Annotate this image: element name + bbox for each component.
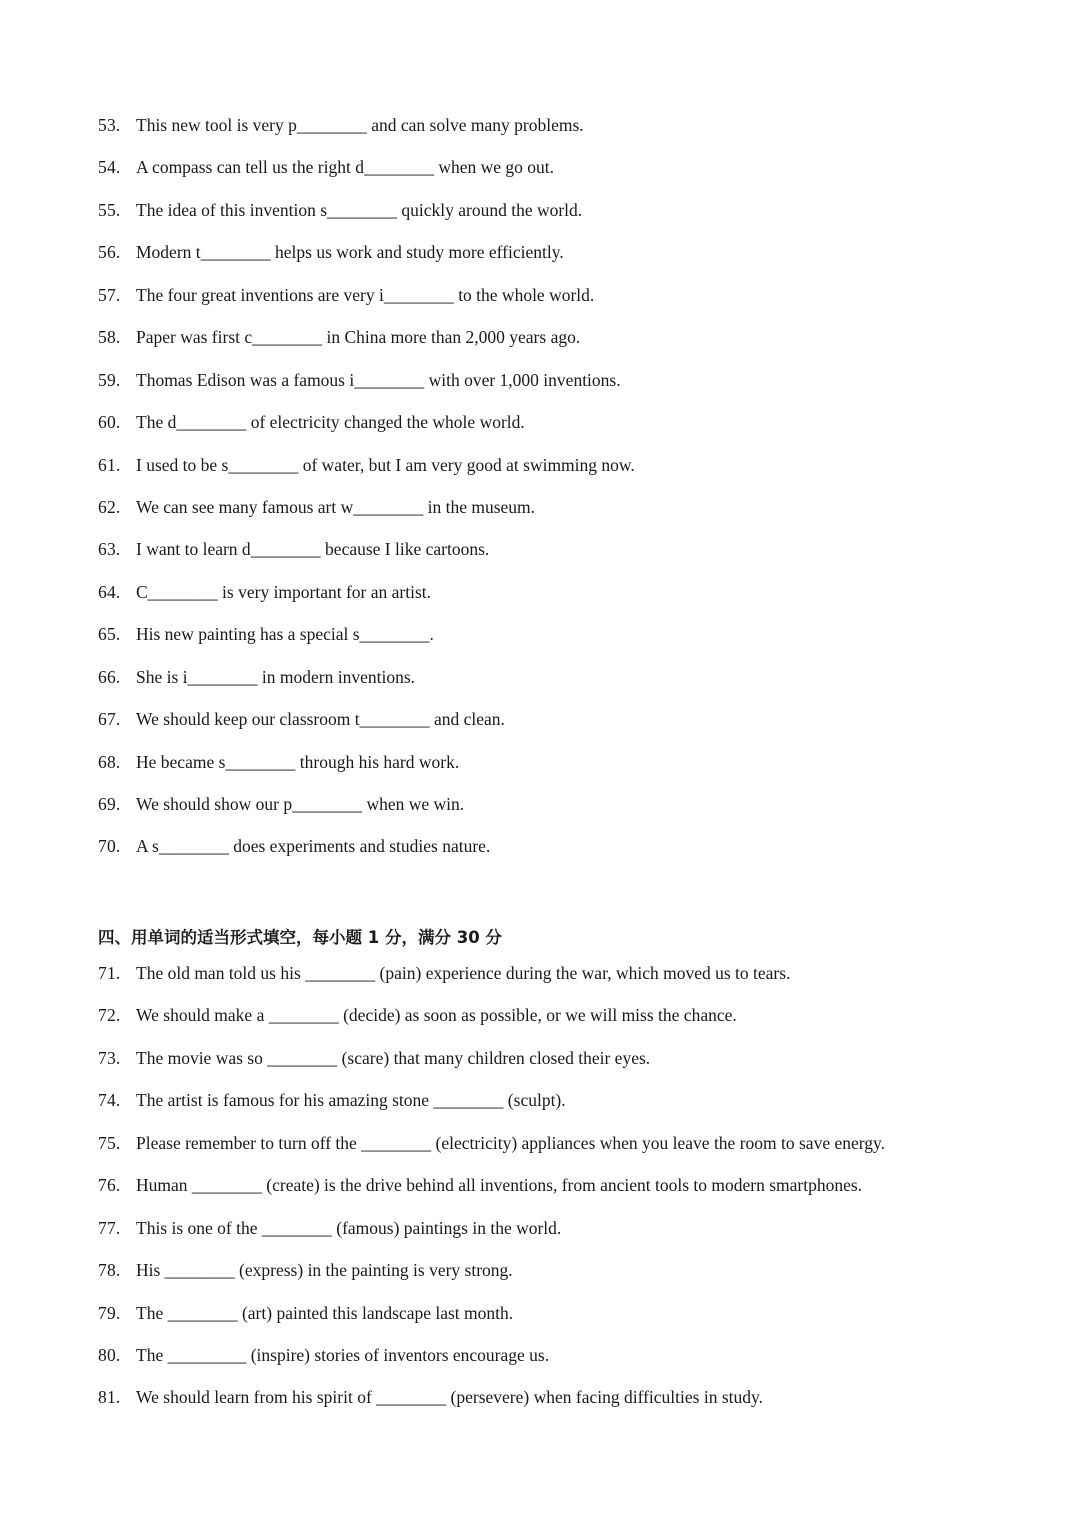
question-text: The movie was so ________ (scare) that many children closed their eyes. [136, 1047, 651, 1068]
question-item [98, 832, 998, 874]
question-text: She is i________ in modern inventions. [136, 666, 416, 687]
question-text: We should make a ________ (decide) as soon as possible, or we will miss the chance. [136, 1005, 737, 1026]
question-number: 79. [98, 1302, 121, 1323]
section-4-heading: 四、用单词的适当形式填空，每小题 1 分，满分 30 分 [98, 928, 502, 947]
question-text: This is one of the ________ (famous) paintings in the world. [136, 1217, 562, 1238]
question-text: The artist is famous for his amazing stone ________ (sculpt). [136, 1090, 566, 1111]
question-number: 70. [98, 836, 121, 857]
question-item [98, 451, 998, 493]
question-item [98, 705, 998, 747]
section-4-question-list [98, 959, 998, 1426]
question-number: 73. [98, 1047, 121, 1068]
question-text: The idea of this invention s________ quickly around the world. [136, 199, 583, 220]
question-number: 65. [98, 624, 121, 645]
question-text: Human ________ (create) is the drive behind all inventions, from ancient tools to modern smartphones. [136, 1175, 863, 1196]
question-number: 60. [98, 412, 121, 433]
question-number: 81. [98, 1387, 121, 1408]
question-item [98, 578, 998, 620]
question-number: 57. [98, 284, 121, 305]
question-item [98, 748, 998, 790]
question-item [98, 111, 998, 153]
question-number: 78. [98, 1260, 121, 1281]
question-text: Thomas Edison was a famous i________ with over 1,000 inventions. [136, 369, 621, 390]
question-item [98, 153, 998, 195]
question-text: Modern t________ helps us work and study more efficiently. [136, 242, 564, 263]
question-number: 75. [98, 1132, 121, 1153]
question-item [98, 238, 998, 280]
question-number: 64. [98, 581, 121, 602]
question-number: 54. [98, 157, 121, 178]
question-item [98, 1001, 998, 1043]
question-item [98, 959, 998, 1001]
question-number: 55. [98, 199, 121, 220]
question-number: 67. [98, 709, 121, 730]
question-text: We can see many famous art w________ in the museum. [136, 496, 536, 517]
question-item [98, 323, 998, 365]
question-number: 76. [98, 1175, 121, 1196]
question-item [98, 408, 998, 450]
question-text: I want to learn d________ because I like cartoons. [136, 539, 490, 560]
question-item [98, 1383, 998, 1425]
question-text: C________ is very important for an artist. [136, 581, 432, 602]
question-number: 71. [98, 963, 121, 983]
question-number: 59. [98, 369, 121, 390]
question-text: We should show our p________ when we win. [136, 794, 465, 814]
question-text: A compass can tell us the right d________ when we go out. [136, 157, 554, 178]
question-text: Paper was first c________ in China more than 2,000 years ago. [136, 327, 581, 348]
question-text: His new painting has a special s________. [136, 624, 434, 645]
question-item [98, 493, 998, 535]
question-number: 69. [98, 794, 121, 814]
question-text: I used to be s________ of water, but I am very good at swimming now. [136, 454, 635, 475]
question-text: We should learn from his spirit of ________ (persevere) when facing difficulties in study. [136, 1387, 763, 1408]
question-text: The ________ (art) painted this landscape last month. [136, 1302, 514, 1323]
question-item [98, 1129, 998, 1171]
question-item [98, 1256, 998, 1298]
question-text: The old man told us his ________ (pain) experience during the war, which moved us to tears. [136, 963, 791, 983]
question-number: 58. [98, 327, 121, 348]
question-number: 68. [98, 751, 121, 772]
question-text: A s________ does experiments and studies nature. [136, 836, 491, 857]
question-item [98, 535, 998, 577]
question-number: 74. [98, 1090, 121, 1111]
question-number: 77. [98, 1217, 121, 1238]
question-item [98, 1044, 998, 1086]
question-text: The d________ of electricity changed the whole world. [136, 412, 525, 433]
question-text: The _________ (inspire) stories of inventors encourage us. [136, 1344, 550, 1365]
question-number: 63. [98, 539, 121, 560]
question-item [98, 663, 998, 705]
question-text: He became s________ through his hard work. [136, 751, 460, 772]
question-item [98, 1086, 998, 1128]
question-number: 61. [98, 454, 121, 475]
question-text: We should keep our classroom t________ and clean. [136, 709, 505, 730]
question-number: 53. [98, 115, 121, 135]
question-item [98, 281, 998, 323]
question-number: 56. [98, 242, 121, 263]
question-number: 72. [98, 1005, 121, 1026]
question-number: 80. [98, 1344, 121, 1365]
question-text: His ________ (express) in the painting is very strong. [136, 1260, 513, 1281]
question-item [98, 1214, 998, 1256]
question-item [98, 1341, 998, 1383]
section-3-question-list [98, 111, 998, 875]
question-item [98, 366, 998, 408]
question-text: The four great inventions are very i________ to the whole world. [136, 284, 595, 305]
question-item [98, 196, 998, 238]
question-text: This new tool is very p________ and can solve many problems. [136, 115, 584, 135]
question-number: 62. [98, 496, 121, 517]
question-item [98, 620, 998, 662]
question-item [98, 790, 998, 832]
question-item [98, 1171, 998, 1213]
question-text: Please remember to turn off the ________ (electricity) appliances when you leave the room to save energy. [136, 1132, 886, 1153]
question-number: 66. [98, 666, 121, 687]
question-item [98, 1299, 998, 1341]
